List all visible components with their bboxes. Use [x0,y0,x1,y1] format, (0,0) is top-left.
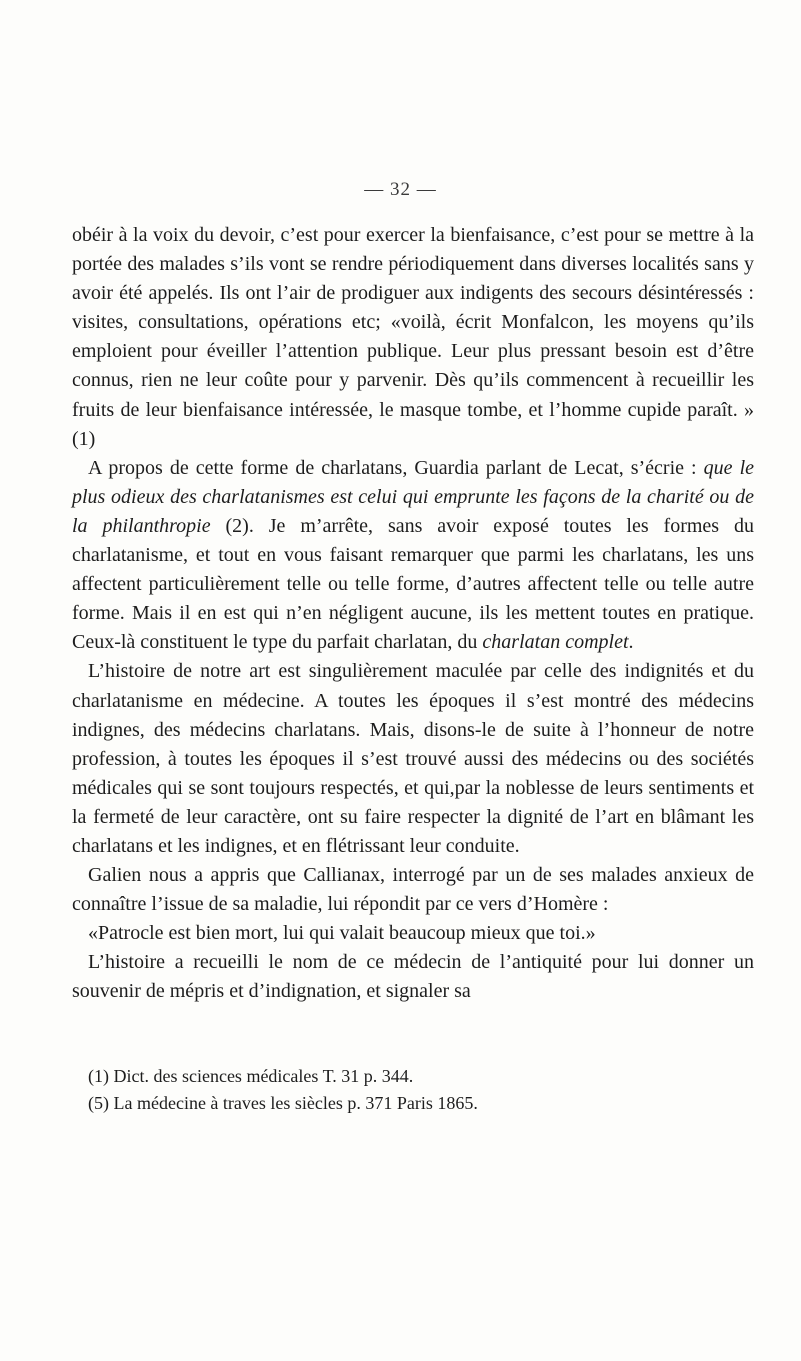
paragraph-2-quote-italic: que le plus odieux des charlatanismes est celui qui emprunte les façons de la charité ou de la philanthropie [72,456,755,537]
paragraph-2-text-b: (2). Je m’arrête, sans avoir exposé toutes les formes du charlatanisme, et tout en vous faisant remarquer que parmi les charlatans, les uns affectent particulièrement telle ou telle forme, d’autres affectent telle ou telle autre forme. Mais il en est qui n’en négligent aucune, ils les mettent toutes en pratique. Ceux-là constituent le type du parfait charlatan, du [72,514,754,654]
paragraph-5-quote [72,919,754,948]
footnotes [88,1063,754,1117]
paragraph-6-text: L’histoire a recueilli le nom de ce médecin de l’antiquité pour lui donner un souvenir de mépris et d’indignation, et signaler sa [72,951,754,1003]
page-number: — 32 — [364,179,437,200]
paragraph-2-text-c: . [628,631,634,654]
footnote-2: (5) La médecine à traves les siècles p. 371 Paris 1865. [88,1093,478,1113]
paragraph-4-text: Galien nous a appris que Callianax, interrogé par un de ses malades anxieux de connaître l’issue de sa maladie, lui répondit par ce vers d’Homère : [72,864,754,916]
paragraph-6 [72,948,754,1006]
paragraph-2 [72,454,754,658]
body-text [72,221,754,1007]
paragraph-4 [72,861,754,919]
paragraph-3-text: L’histoire de notre art est singulièrement maculée par celle des indignités et du charlatanisme en médecine. A toutes les époques il s’est montré des médecins indignes, des médecins charlatans. Mais, disons-le de suite à l’honneur de notre profession, à toutes les époques il s’est trouvé aussi des médecins ou des sociétés médicales qui se sont toujours respectés, et qui,par la noblesse de leurs sentiments et la fermeté de leur caractère, ont su faire respecter la dignité de l’art en blâmant les charlatans et les indignes, et en flétrissant leur conduite. [72,660,754,857]
paragraph-3 [72,657,754,861]
paragraph-1-text: obéir à la voix du devoir, c’est pour exercer la bienfaisance, c’est pour se mettre à la portée des malades s’ils vont se rendre périodiquement dans diverses localités sans y avoir été appelés. Ils ont l’air de prodiguer aux indigents des secours désintéressés : visites, consultations, opérations etc; «voilà, écrit Monfalcon, les moyens qu’ils emploient pour éveiller l’attention publique. Leur plus pressant besoin est d’être connus, rien ne leur coûte pour y parvenir. Dès qu’ils commencent à recueillir les fruits de leur bienfaisance intéressée, le masque tombe, et l’homme cupide paraît. » (1) [72,224,754,450]
paragraph-5-text: «Patrocle est bien mort, lui qui valait beaucoup mieux que toi.» [88,922,596,945]
footnote-1: (1) Dict. des sciences médicales T. 31 p. 344. [88,1066,414,1086]
paragraph-2-text-a: A propos de cette forme de charlatans, Guardia parlant de Lecat, s’écrie : [88,456,704,479]
paragraph-1 [72,221,754,454]
paragraph-2-term-italic: charlatan complet [482,631,629,654]
